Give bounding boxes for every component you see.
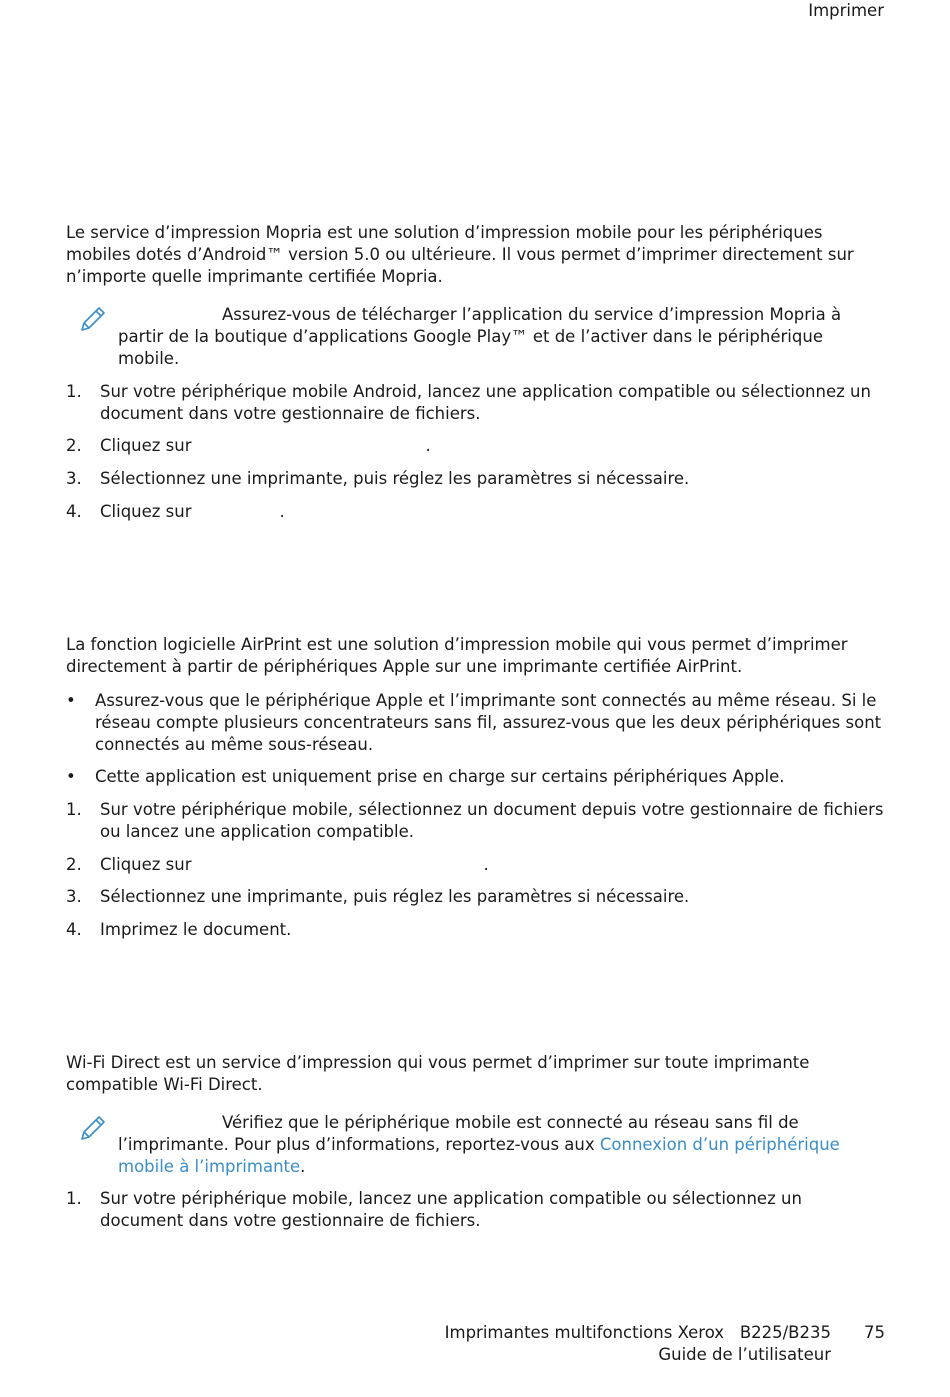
footer-guide: Guide de l’utilisateur bbox=[658, 1345, 831, 1364]
mopria-note: Assurez-vous de télécharger l’application du service d’impression Mopria à partir de la boutique d’applications Google Play™ et de l’activer dans le périphérique mobile. bbox=[118, 305, 842, 368]
note-pencil-icon bbox=[78, 1112, 108, 1142]
connexion-link[interactable]: Connexion d’un périphérique mobile à l’imprimante bbox=[118, 1135, 840, 1176]
wifi-direct-intro: Wi-Fi Direct est un service d’impression qui vous permet d’imprimer sur toute imprimante compatible Wi-Fi Direct. bbox=[66, 1053, 810, 1094]
wifi-direct-note: Vérifiez que le périphérique mobile est connecté au réseau sans fil de l’imprimante. Pour plus d’informations, reportez-vous aux Connexion d’un périphérique mobile à l’imprimante. bbox=[118, 1113, 840, 1176]
page-number: 75 bbox=[864, 1323, 885, 1342]
footer-product: Imprimantes multifonctions Xerox bbox=[444, 1323, 725, 1342]
mopria-intro: Le service d’impression Mopria est une solution d’impression mobile pour les périphériques mobiles dotés d’Android™ version 5.0 ou ultérieure. Il vous permet d’imprimer directement sur n’importe quelle imprimante certifiée Mopria. bbox=[66, 223, 854, 286]
note-pencil-icon bbox=[78, 303, 108, 333]
footer-model: B225/B235 bbox=[739, 1323, 831, 1342]
footer bbox=[331, 1322, 831, 1366]
airprint-intro: La fonction logicielle AirPrint est une solution d’impression mobile qui vous permet d’imprimer directement à partir de périphériques Apple sur une imprimante certifiée AirPrint. bbox=[66, 635, 848, 676]
running-header: Imprimer bbox=[808, 1, 884, 20]
